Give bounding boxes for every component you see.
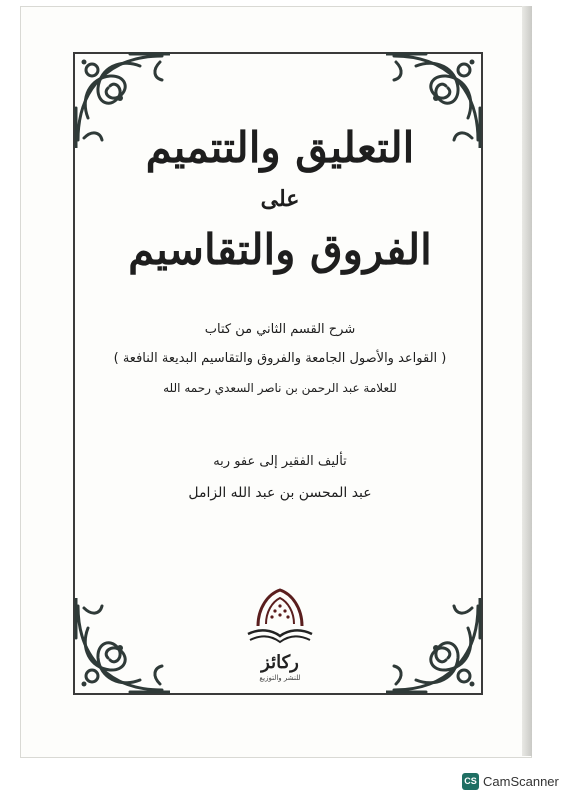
book-title-line-1: التعليق والتتميم [145, 123, 415, 172]
subtitle-line-3: للعلامة عبد الرحمن بن ناصر السعدي رحمه الله [163, 381, 397, 395]
camscanner-label: CamScanner [483, 773, 559, 789]
camscanner-watermark [462, 771, 559, 791]
publisher-name: ركائز [261, 652, 299, 673]
subtitle-line-2: ( القواعد والأصول الجامعة والفروق والتقاسيم البديعة النافعة ) [113, 351, 447, 366]
camscanner-logo-icon: CS [462, 773, 479, 790]
publisher-tagline: للنشر والتوزيع [259, 674, 301, 682]
page-edge-shadow [522, 6, 532, 756]
subtitle-line-1: شرح القسم الثاني من كتاب [204, 322, 356, 337]
corner-ornament-icon [70, 598, 170, 698]
book-title-line-2: الفروق والتقاسيم [128, 225, 432, 274]
author-intro: تأليف الفقير إلى عفو ربه [213, 454, 347, 469]
author-name: عبد المحسن بن عبد الله الزامل [188, 485, 372, 501]
book-title-connector: على [260, 186, 300, 212]
corner-ornament-icon [386, 598, 486, 698]
